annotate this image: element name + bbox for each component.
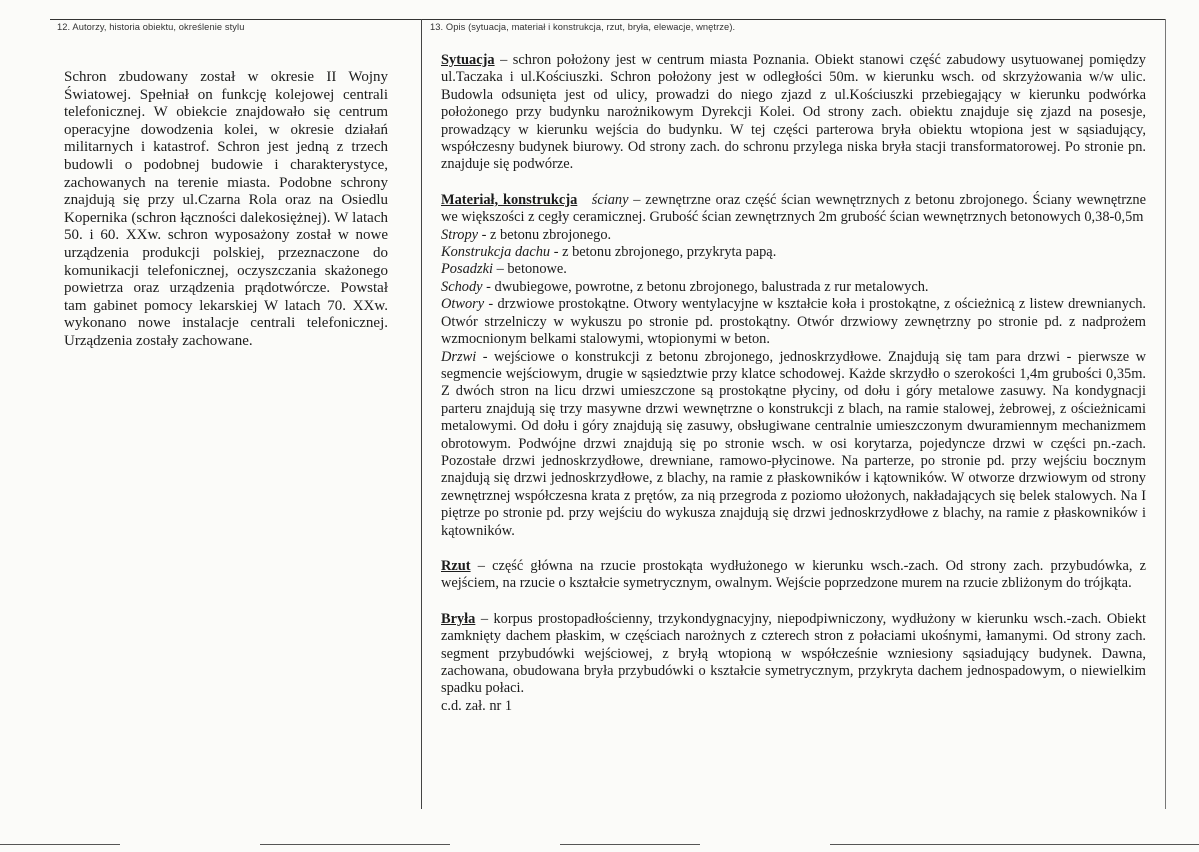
heading-rzut: Rzut [441, 557, 471, 574]
material-text: – betonowe. [492, 261, 567, 278]
heading-sytuacja: Sytuacja [441, 52, 495, 68]
left-column-header: 12. Autorzy, historia obiektu, określenie stylu [57, 22, 245, 32]
material-text: - dwubiegowe, powrotne, z betonu zbrojonego, balustrada z rur metalowych. [482, 278, 929, 295]
header-rule [50, 19, 1165, 20]
scan-edge-mark [260, 844, 450, 845]
material-item [441, 227, 1146, 244]
heading-bryla: Bryła [441, 610, 476, 627]
material-term: Otwory [441, 296, 485, 313]
right-border [1165, 19, 1166, 809]
material-text: - z betonu zbrojonego. [478, 226, 612, 243]
text-rzut: – część główna na rzucie prostokąta wydłużonego w kierunku wsch.-zach. Od strony zach. przybudówka, z wejściem, na rzucie o kształcie symetrycznym, owalnym. Wejście poprzedzone murem na rzucie zbliżonym do trójkąta. [441, 557, 1146, 592]
material-text: - drzwiowe prostokątne. Otwory wentylacyjne w kształcie koła i prostokątne, z ościeżnicą z listew drewnianych. Otwór strzelniczy w wykuszu po stronie pd. prostokątny. Otwór drzwiowy zewnętrzny po stronie pd. z nadprożem wzmocnionym belkami stalowymi, wtopionymi w beton. [441, 296, 1146, 348]
description-column [441, 52, 1146, 715]
scan-edge-mark [560, 844, 700, 845]
material-text: - z betonu zbrojonego, przykryta papą. [550, 244, 777, 261]
material-term: Stropy [441, 226, 479, 243]
material-item [441, 279, 1146, 296]
scan-edge-mark [0, 844, 120, 845]
section-rzut [441, 558, 1146, 593]
text-bryla: – korpus prostopadłościenny, trzykondygnacyjny, niepodpiwniczony, wydłużony w kierunku wsch.-zach. Obiekt zamknięty dachem płaskim, w częściach narożnych z czterech stron z połaciami ukośnymi, łamanymi. Od strony zach. segment przybudówki wejściowej, z bryłą wtopioną w współcześnie wzniesiony sąsiadujący budynek. Dawna, zachowana, obudowana bryła przybudówki o kształcie symetrycznym, przykryta dachem jednospadowym, o niewielkim spadku połaci. [441, 610, 1146, 697]
material-term: Posadzki [441, 261, 493, 278]
material-term: Schody [441, 278, 483, 295]
material-item [441, 192, 1146, 227]
section-sytuacja [441, 52, 1146, 174]
material-item [441, 244, 1146, 261]
material-text: - wejściowe o konstrukcji z betonu zbrojonego, jednoskrzydłowe. Znajdują się tam para drzwi - pierwsze w segmencie wejściowym, drugie w sąsiedztwie przy klatce schodowej. Każde skrzydło o szerokości 1,4m grubości 0,35m. Z dwóch stron na licu drzwi umieszczone są prostokątne płyciny, od dołu i góry metalowe zasuwy. Na kondygnacji parteru znajdują się trzy masywne drzwi wewnętrzne o konstrukcji z blach, na ramie stalowej, żebrowej, z ościeżnicami metalowymi. Od dołu i góry znajdują się zasuwy, obsługiwane centralnie umieszczonym dwuramiennym mechanizmem obrotowym. Podwójne drzwi znajdują się po stronie wsch. w osi korytarza, pojedyncze drzwi w części pn.-zach. Pozostałe drzwi jednoskrzydłowe, drewniane, ramowo-płycinowe. Na parterze, po stronie pd. przy wejściu bocznym znajdują się drzwi jednoskrzydłowe, z blachy, na ramie z płaskowników i kątowników. W otworze drzwiowym od strony zewnętrznej współczesna krata z prętów, za nią przegroda z poziomo ułożonych, nakładających się belek stalowych. Na I piętrze po stronie pd. przy wejściu do wykusza znajdują się drzwi jednoskrzydłowe z blachy, na ramie z płaskowników i kątowników. [441, 348, 1146, 539]
text-sytuacja: – schron położony jest w centrum miasta Poznania. Obiekt stanowi część zabudowy usytuowanej pomiędzy ul.Taczaka i ul.Kościuszki. Schron położony jest w odległości 50m. w kierunku wsch. od skrzyżowania w/w ulic. Budowla odsunięta jest od ulicy, prowadzi do niego zjazd z ul.Kościuszki przebiegający w kierunku podwórka położonego przy budynku narożnikowym Dyrekcji Kolei. Od strony zach. obiektu znajduje się zjazd na posesje, prowadzący w kierunku wejścia do budynku. W tej części parterowa bryła obiektu wtopiona jest w sąsiadujący, współczesny budynek biurowy. Od strony zach. do schronu przylega niska bryła stacji transformatorowej. Po stronie pn. znajduje się podwórze. [441, 52, 1146, 173]
right-column-header: 13. Opis (sytuacja, materiał i konstrukcja, rzut, bryła, elewacje, wnętrze). [430, 22, 736, 32]
material-term: ściany [591, 191, 629, 208]
section-material [441, 192, 1146, 540]
material-item [441, 261, 1146, 278]
scan-edge-mark [830, 844, 1199, 845]
material-item [441, 349, 1146, 540]
material-term: Drzwi [441, 348, 477, 365]
continuation-note: c.d. zał. nr 1 [441, 697, 513, 714]
material-text: – zewnętrzne oraz część ścian wewnętrznych z betonu zbrojonego. Ściany wewnętrzne we większości z cegły ceramicznej. Grubość ścian zewnętrznych 2m grubość ścian wewnętrznych betonowych 0,38-0,5m [441, 191, 1147, 226]
material-term: Konstrukcja dachu [441, 244, 551, 261]
material-item [441, 296, 1146, 348]
heading-material: Materiał, konstrukcja [441, 191, 578, 208]
section-bryla [441, 611, 1146, 715]
column-divider [421, 19, 422, 809]
history-text: Schron zbudowany został w okresie II Wojny Światowej. Spełniał on funkcję kolejowej centrali telefonicznej. W obiekcie znajdowało się centrum operacyjne dowodzenia kolei, w okresie działań militarnych i katastrof. Schron jest jedną z trzech budowli o podobnej budowie i charakterystyce, zachowanych na terenie miasta. Podobne schrony znajdują się przy ul.Czarna Rola oraz na Osiedlu Kopernika (schron łączności dalekosiężnej). W latach 50. i 60. XXw. schron wyposażony został w nowe urządzenia produkcji polskiej, przeznaczone do komunikacji telefonicznej, oczyszczania skażonego powietrza oraz urządzenia prądotwórcze. Powstał tam gabinet pomocy lekarskiej W latach 70. XXw. wykonano nowe instalacje centrali telefonicznej. Urządzenia zostały zachowane. [64, 69, 388, 349]
